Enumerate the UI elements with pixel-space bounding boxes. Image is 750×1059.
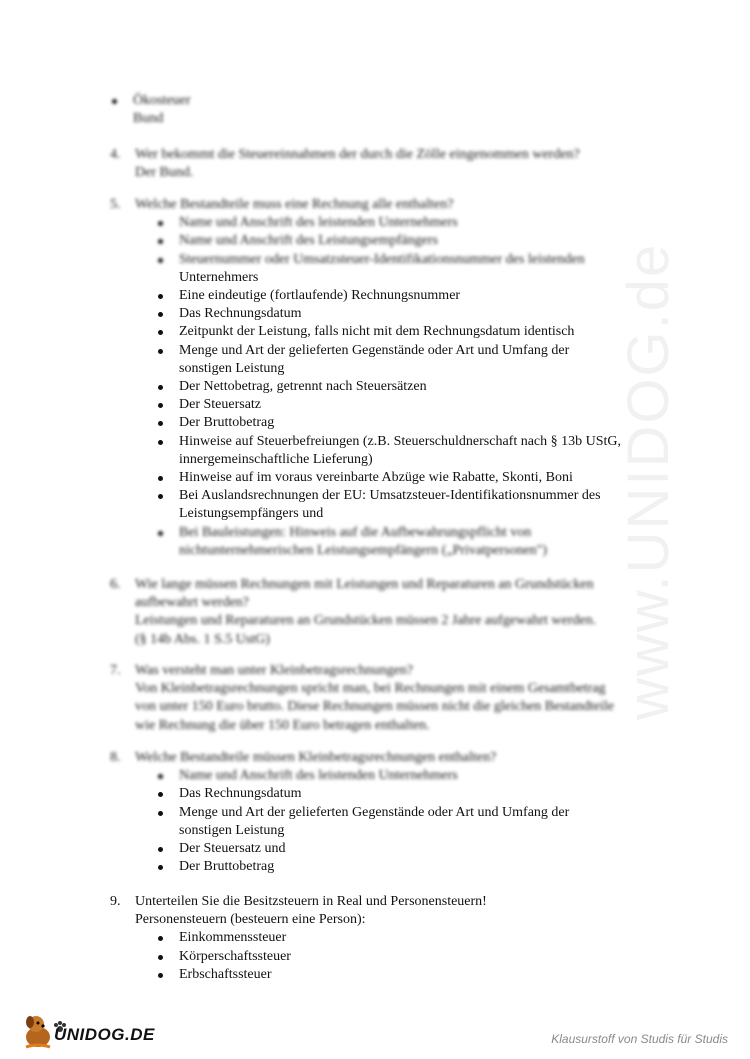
answer-text: Der Bund. (135, 165, 194, 181)
list-item-continuation: sonstigen Leistung (179, 822, 285, 838)
question-number: 5. (110, 197, 121, 212)
question-8 (110, 749, 635, 876)
question-text: Welche Bestandteile müssen Kleinbetragsrechnungen enthalten? (135, 750, 497, 765)
question-text: Wie lange müssen Rechnungen mit Leistungen und Reparaturen an Grundstücken (135, 577, 594, 592)
list-item-continuation: Unternehmers (179, 269, 259, 285)
bullet-list (179, 767, 635, 876)
list-item: Der Bruttobetrag (179, 858, 635, 876)
list-item-continuation: Leistungsempfängers und (179, 506, 324, 522)
list-item-text: Steuernummer oder Umsatzsteuer-Identifikationsnummer des leistenden (179, 251, 635, 269)
list-item-text: Menge und Art der gelieferten Gegenstände oder Art und Umfang der (179, 342, 635, 360)
question-6 (110, 576, 597, 649)
subheading: Personensteuern (besteuern eine Person): (135, 912, 366, 928)
question-number: 7. (110, 663, 121, 678)
list-item: Hinweise auf im voraus vereinbarte Abzüge wie Rabatte, Skonti, Boni (179, 469, 635, 487)
answer-text: Leistungen und Reparaturen an Grundstücken müssen 2 Jahre aufgewahrt werden. (135, 613, 597, 629)
question-5 (110, 196, 635, 560)
answer-text: von unter 150 Euro brutto. Diese Rechnungen müssen nicht die gleichen Bestandteile (135, 699, 614, 715)
logo-text: UNIDOG.DE (54, 1025, 155, 1044)
list-item: Der Bruttobetrag (179, 414, 635, 432)
question-text: aufbewahrt werden? (135, 595, 249, 611)
list-item: Name und Anschrift des leistenden Unternehmers (179, 767, 635, 785)
list-item: Das Rechnungsdatum (179, 785, 635, 803)
bullet-list (179, 214, 635, 560)
question-number: 8. (110, 750, 121, 765)
list-item: Zeitpunkt der Leistung, falls nicht mit dem Rechnungsdatum identisch (179, 323, 635, 341)
list-item (179, 342, 635, 378)
question-text: Unterteilen Sie die Besitzsteuern in Real und Personensteuern! (135, 894, 487, 909)
list-item: Das Rechnungsdatum (179, 305, 635, 323)
list-item-text: Bei Bauleistungen: Hinweis auf die Aufbewahrungspflicht von (179, 524, 635, 542)
answer-text: wie Rechnung die über 150 Euro betragen enthalten. (135, 717, 430, 733)
question-number: 4. (110, 147, 121, 162)
list-item-text: Hinweise auf Steuerbefreiungen (z.B. Steuerschuldnerschaft nach § 13b UStG, (179, 433, 635, 451)
question-7 (110, 662, 614, 735)
list-item (179, 804, 635, 840)
list-item: Ökosteuer (133, 92, 191, 110)
list-item: Name und Anschrift des Leistungsempfängers (179, 232, 635, 250)
list-item: Name und Anschrift des leistenden Unternehmers (179, 214, 635, 232)
list-item-continuation: innergemeinschaftliche Lieferung) (179, 451, 373, 467)
list-item-continuation: nichtunternehmerischen Leistungsempfängern („Privatpersonen") (179, 542, 548, 558)
list-item (179, 251, 635, 287)
watermark: www.UNIDOG.de (616, 242, 681, 720)
footer-tagline: Klausurstoff von Studis für Studis (551, 1032, 728, 1046)
list-item (179, 524, 635, 560)
list-item (179, 487, 635, 523)
unidog-logo[interactable] (22, 1013, 162, 1051)
list-item: Der Steuersatz (179, 396, 635, 414)
question-text: Wer bekommt die Steuereinnahmen der durch die Zölle eingenommen werden? (135, 147, 580, 162)
list-item-text: Menge und Art der gelieferten Gegenstände oder Art und Umfang der (179, 804, 635, 822)
question-number: 6. (110, 577, 121, 592)
question-4 (110, 146, 580, 182)
list-item-continuation: Bund (133, 111, 164, 127)
list-item-continuation: sonstigen Leistung (179, 360, 285, 376)
answer-text: Von Kleinbetragsrechnungen spricht man, bei Rechnungen mit einem Gesamtbetrag (135, 681, 606, 697)
list-item-text: Bei Auslandsrechnungen der EU: Umsatzsteuer-Identifikationsnummer des (179, 487, 635, 505)
list-item: Der Steuersatz und (179, 840, 635, 858)
list-item: Körperschaftssteuer (179, 948, 635, 966)
bullet-list (179, 929, 635, 984)
list-item (179, 433, 635, 469)
list-item: Eine eindeutige (fortlaufende) Rechnungsnummer (179, 287, 635, 305)
question-9 (110, 893, 635, 984)
list-item: Erbschaftssteuer (179, 966, 635, 984)
top-list (133, 92, 191, 128)
list-item: Einkommenssteuer (179, 929, 635, 947)
question-number: 9. (110, 894, 121, 909)
question-text: Was versteht man unter Kleinbetragsrechnungen? (135, 663, 413, 678)
list-item: Der Nettobetrag, getrennt nach Steuersätzen (179, 378, 635, 396)
answer-text: (§ 14b Abs. 1 S.5 UstG) (135, 631, 270, 647)
question-text: Welche Bestandteile muss eine Rechnung alle enthalten? (135, 197, 454, 212)
